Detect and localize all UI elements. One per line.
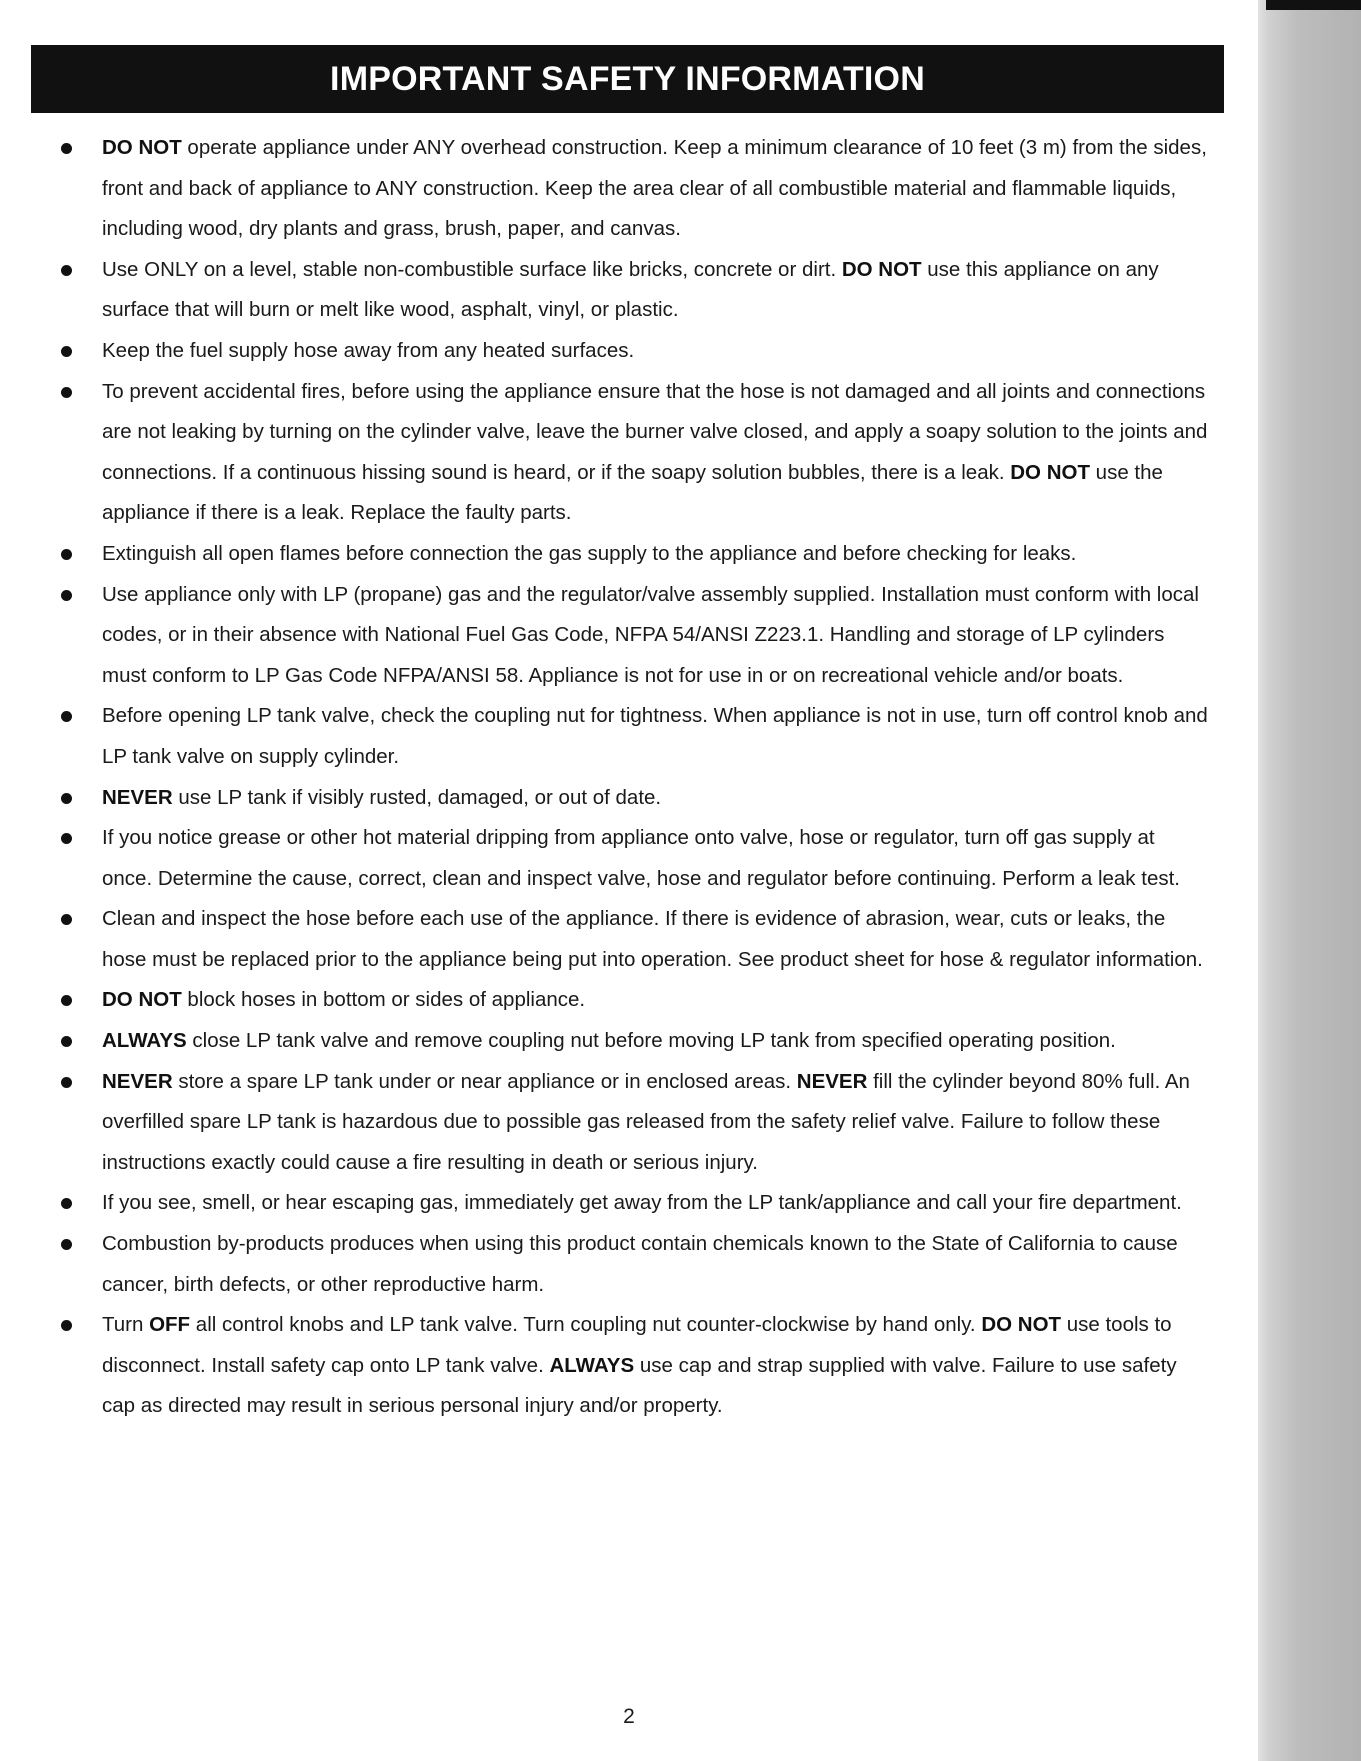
bullet-icon bbox=[61, 995, 72, 1006]
list-item bbox=[60, 899, 1210, 980]
emphasis-text: NEVER bbox=[796, 1069, 868, 1093]
emphasis-text: DO NOT bbox=[102, 136, 182, 159]
bullet-icon bbox=[61, 1077, 72, 1088]
item-text: Turn bbox=[102, 1313, 150, 1337]
emphasis-text: OFF bbox=[149, 1313, 191, 1337]
emphasis-text: DO NOT bbox=[102, 988, 182, 1012]
emphasis-text: DO NOT bbox=[841, 257, 922, 281]
list-item bbox=[60, 534, 1210, 575]
scan-edge-shadow bbox=[1258, 0, 1361, 1761]
bullet-icon bbox=[61, 549, 72, 560]
header-bar bbox=[31, 45, 1224, 113]
page-title: IMPORTANT SAFETY INFORMATION bbox=[330, 59, 925, 98]
item-text: use the appliance if there is a leak. Replace the faulty parts. bbox=[102, 460, 1163, 525]
list-item bbox=[60, 1305, 1210, 1427]
bullet-icon bbox=[61, 590, 72, 601]
bullet-icon bbox=[61, 387, 72, 398]
item-text: If you notice grease or other hot material dripping from appliance onto valve, hose or regulator, turn off gas supply at once. Determine the cause, correct, clean and inspect valve, hose and regulator before continuing. Perform a leak test. bbox=[102, 826, 1180, 890]
item-text: fill the cylinder beyond 80% full. An overfilled spare LP tank is hazardous due to possible gas released from the safety relief valve. Failure to follow these instructions exactly could cause a fire resulting in death or serious injury. bbox=[102, 1069, 1190, 1174]
list-item bbox=[60, 372, 1210, 534]
item-text: use LP tank if visibly rusted, damaged, or out of date. bbox=[172, 785, 662, 809]
item-text: all control knobs and LP tank valve. Turn coupling nut counter-clockwise by hand only. bbox=[190, 1313, 982, 1337]
bullet-icon bbox=[61, 143, 72, 154]
list-item bbox=[60, 1183, 1210, 1224]
bullet-icon bbox=[61, 711, 72, 722]
emphasis-text: NEVER bbox=[102, 785, 173, 809]
item-text: use tools to disconnect. Install safety cap onto LP tank valve. bbox=[102, 1313, 1172, 1377]
item-text: close LP tank valve and remove coupling nut before moving LP tank from specified operating position. bbox=[186, 1029, 1116, 1053]
item-text: Use ONLY on a level, stable non-combustible surface like bricks, concrete or dirt. bbox=[102, 257, 842, 281]
item-text: If you see, smell, or hear escaping gas, immediately get away from the LP tank/appliance and call your fire department. bbox=[102, 1191, 1182, 1215]
list-item bbox=[60, 575, 1210, 697]
bullet-icon bbox=[61, 265, 72, 276]
item-text: block hoses in bottom or sides of appliance. bbox=[181, 988, 586, 1012]
item-text: Combustion by-products produces when using this product contain chemicals known to the State of California to cause cancer, birth defects, or other reproductive harm. bbox=[102, 1232, 1178, 1296]
list-item bbox=[60, 331, 1210, 372]
item-text: use this appliance on any surface that will burn or melt like wood, asphalt, vinyl, or plastic. bbox=[102, 257, 1159, 322]
item-text: Extinguish all open flames before connection the gas supply to the appliance and before checking for leaks. bbox=[102, 541, 1077, 565]
emphasis-text: ALWAYS bbox=[549, 1353, 635, 1377]
list-item bbox=[60, 696, 1210, 777]
emphasis-text: ALWAYS bbox=[102, 1029, 187, 1053]
emphasis-text: DO NOT bbox=[1010, 460, 1090, 484]
bullet-icon bbox=[61, 346, 72, 357]
list-item bbox=[60, 1021, 1210, 1062]
bullet-icon bbox=[61, 793, 72, 804]
list-item bbox=[60, 1062, 1210, 1184]
scan-edge-mark bbox=[1266, 0, 1361, 10]
item-text: store a spare LP tank under or near appliance or in enclosed areas. bbox=[172, 1069, 797, 1093]
page-number: 2 bbox=[623, 1705, 635, 1728]
item-text: Clean and inspect the hose before each use of the appliance. If there is evidence of abrasion, wear, cuts or leaks, the hose must be replaced prior to the appliance being put into operation. See product sheet for hose & regulator information. bbox=[102, 907, 1203, 971]
item-text: use cap and strap supplied with valve. Failure to use safety cap as directed may result in serious personal injury and/or property. bbox=[102, 1353, 1177, 1418]
item-text: To prevent accidental fires, before using the appliance ensure that the hose is not damaged and all joints and connections are not leaking by turning on the cylinder valve, leave the burner valve closed, and apply a soapy solution to the joints and connections. If a continuous hissing sound is heard, or if the soapy solution bubbles, there is a leak. bbox=[102, 379, 1208, 484]
bullet-icon bbox=[61, 1239, 72, 1250]
bullet-icon bbox=[61, 1198, 72, 1209]
list-item bbox=[60, 250, 1210, 331]
emphasis-text: NEVER bbox=[102, 1069, 173, 1093]
item-text: Before opening LP tank valve, check the coupling nut for tightness. When appliance is not in use, turn off control knob and LP tank valve on supply cylinder. bbox=[102, 704, 1208, 768]
bullet-icon bbox=[61, 914, 72, 925]
list-item bbox=[60, 1224, 1210, 1305]
bullet-icon bbox=[61, 833, 72, 844]
list-item bbox=[60, 128, 1210, 250]
list-item bbox=[60, 980, 1210, 1021]
item-text: Keep the fuel supply hose away from any heated surfaces. bbox=[102, 338, 635, 362]
emphasis-text: DO NOT bbox=[981, 1313, 1062, 1337]
item-text: operate appliance under ANY overhead construction. Keep a minimum clearance of 10 feet (3 m) from the sides, front and back of appliance to ANY construction. Keep the area clear of all combustible material and flammable liquids, including wood, dry plants and grass, brush, paper, and canvas. bbox=[102, 136, 1207, 241]
list-item bbox=[60, 778, 1210, 819]
list-item bbox=[60, 818, 1210, 899]
item-text: Use appliance only with LP (propane) gas and the regulator/valve assembly supplied. Installation must conform with local codes, or in their absence with National Fuel Gas Code, NFPA 54/ANSI Z223.1. Handling and storage of LP cylinders must conform to LP Gas Code NFPA/ANSI 58. Appliance is not for use in or on recreational vehicle and/or boats. bbox=[102, 582, 1199, 687]
safety-list bbox=[60, 128, 1210, 1427]
bullet-icon bbox=[61, 1320, 72, 1331]
bullet-icon bbox=[61, 1036, 72, 1047]
